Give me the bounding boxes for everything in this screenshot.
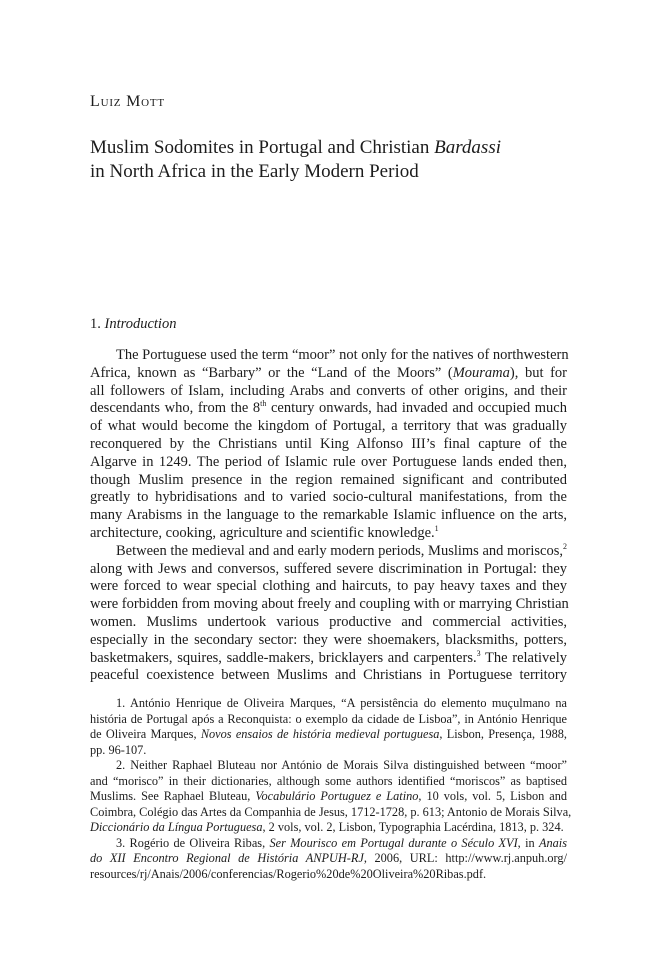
body-line: were forced to wear special clothing and haircuts, to pay heavy taxes and they	[90, 578, 567, 595]
title-line-1	[90, 136, 570, 160]
footnote-line: Coimbra, Colégio das Artes da Companhia de Jesus, 1712-1728, p. 613; Antonio de Morais Silva,	[90, 804, 572, 819]
footnote-line: de Oliveira Marques, Novos ensaios de história medieval portuguesa, Lisbon, Presença, 1988,	[90, 727, 567, 741]
footnote-line: história de Portugal após a Reconquista: o exemplo da cidade de Lisboa”, in António Henrique	[90, 711, 567, 726]
body-line: of what would become the kingdom of Portugal, a territory that was gradually	[90, 418, 567, 435]
body-line: peaceful coexistence between Muslims and Christians in Portuguese territory	[90, 667, 567, 684]
footnote-line: 1. António Henrique de Oliveira Marques, “A persistência do elemento muçulmano na	[116, 696, 567, 710]
author-name: Luiz Mott	[90, 93, 165, 110]
footnote-url[interactable]: , 2006, URL: http://www.rj.anpuh.org/	[363, 851, 567, 865]
body-line: basketmakers, squires, saddle-makers, bricklayers and carpenters.$^3$ The relatively	[90, 648, 567, 666]
body-line: women. Muslims undertook various productive and commercial activities,	[90, 613, 567, 630]
footnote-ref[interactable]: 3	[476, 648, 481, 658]
footnote-line: pp. 96-107.	[90, 742, 147, 757]
body-line: greatly to hybridisations and to varied socio-cultural manifestations, from the	[90, 489, 567, 506]
section-heading	[90, 316, 176, 333]
section-title: Introduction	[104, 316, 177, 332]
footnote-line: Muslims. See Raphael Bluteau, Vocabulário Portuguez e Latino, 10 vols, vol. 5, Lisbon and	[90, 789, 567, 803]
footnote-line: 3. Rogério de Oliveira Ribas, Ser Mourisco em Portugal durante o Século XVI, in Anais	[116, 835, 567, 850]
body-line: descendants who, from the 8th century onwards, had invaded and occupied much	[90, 399, 567, 417]
title-italic-word: Bardassi	[434, 137, 501, 158]
chapter-title	[90, 136, 570, 184]
body-line: along with Jews and conversos, suffered severe discrimination in Portugal: they	[90, 560, 567, 577]
body-line: architecture, cooking, agriculture and scientific knowledge.$^1$	[90, 524, 439, 541]
body-line: were forbidden from moving about freely and coupling with or marrying Christian	[90, 596, 569, 613]
footnote-line: do XII Encontro Regional de História ANPUH-RJ, 2006, URL: http://www.rj.anpuh.org/	[90, 851, 567, 865]
title-text: Muslim Sodomites in Portugal and Christian	[90, 137, 435, 158]
footnotes	[90, 696, 572, 882]
footnote-url-line[interactable]: resources/rj/Anais/2006/conferencias/Rogerio%20de%20Oliveira%20Ribas.pdf.	[90, 866, 487, 881]
body-line: Algarve in 1249. The period of Islamic rule over Portuguese lands ended then,	[90, 453, 567, 470]
footnote-line: Diccionário da Língua Portuguesa, 2 vols, vol. 2, Lisbon, Typographia Lacérdina, 1813, p. 324.	[90, 820, 564, 834]
footnote-ref[interactable]: 2	[563, 541, 567, 551]
body-text	[90, 347, 567, 685]
footnote-line: 2. Neither Raphael Bluteau nor António de Morais Silva distinguished between “moor”	[116, 758, 567, 772]
title-line-2: in North Africa in the Early Modern Period	[90, 161, 419, 182]
footnote-ref[interactable]: 1	[434, 524, 439, 534]
body-line: Between the medieval and and early modern periods, Muslims and moriscos,$^2$	[116, 541, 567, 559]
body-line: though Muslim presence in the region remained significant and contributed	[90, 471, 567, 488]
body-line: Africa, known as “Barbary” or the “Land of the Moors” (Mourama), but for	[90, 364, 567, 381]
body-line: reconquered by the Christians until King Alfonso III’s final capture of the	[90, 435, 567, 452]
body-line: The Portuguese used the term “moor” not only for the natives of northwestern	[116, 347, 569, 363]
section-number: 1.	[90, 316, 105, 332]
body-line: especially in the secondary sector: they were shoemakers, blacksmiths, potters,	[90, 631, 567, 648]
footnote-line: and “morisco” in their dictionaries, although some authors identified “moriscos” as baptised	[90, 773, 567, 788]
body-line: all followers of Islam, including Arabs and converts of other origins, and their	[90, 382, 567, 399]
body-line: many Arabisms in the language to the remarkable Islamic influence on the arts,	[90, 507, 567, 524]
